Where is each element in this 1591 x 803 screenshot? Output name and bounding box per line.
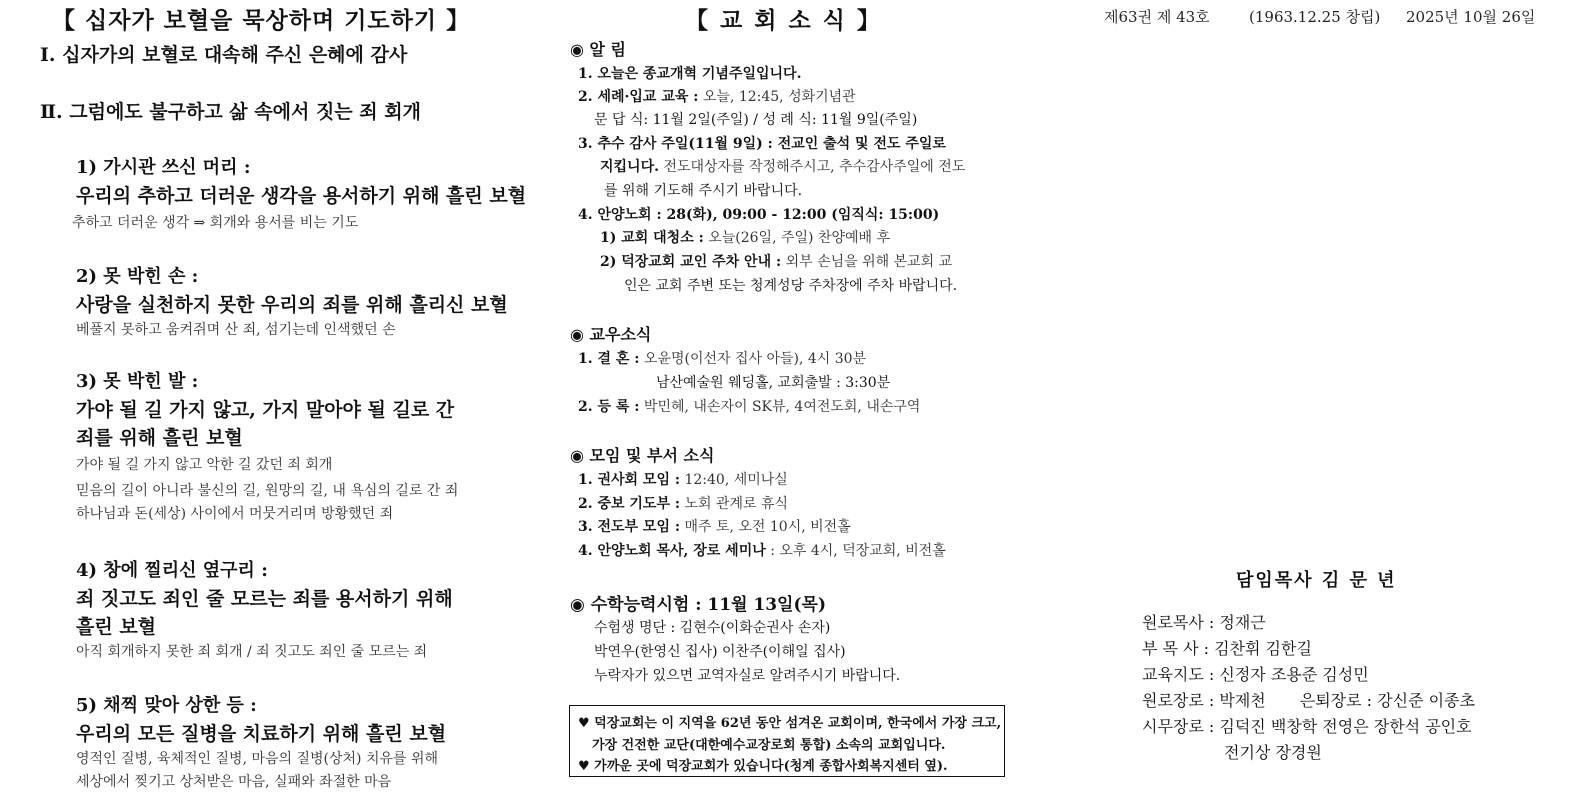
wound-1-note: 추하고 더러운 생각 ⇒ 회개와 용서를 비는 기도	[72, 215, 359, 231]
wound-3-note-2: 믿음의 길이 아니라 불신의 길, 원망의 길, 내 욕심의 길로 간 죄	[76, 483, 459, 499]
exam-line-1: 수험생 명단 : 김현수(이화순권사 손자)	[594, 620, 831, 636]
announce-item-4: 4. 안양노회 : 28(화), 09:00 - 12:00 (임직식: 15:00)	[578, 207, 940, 223]
volume-number: 제63권 제 43호	[1104, 8, 1210, 26]
wound-3-heading: 3) 못 박힌 발 :	[76, 371, 199, 392]
staff-education: 교육지도 : 신정자 조용준 김성민	[1142, 665, 1369, 684]
wound-3-note-3: 하나님과 돈(세상) 사이에서 머뭇거리며 방황했던 죄	[76, 506, 394, 522]
wound-2-note: 베풀지 못하고 움켜쥐며 산 죄, 섬기는데 인색했던 손	[76, 322, 396, 338]
founded-date: (1963.12.25 창립)	[1249, 8, 1381, 26]
wound-1-blood: 우리의 추하고 더러운 생각을 용서하기 위해 흘린 보혈	[76, 185, 527, 207]
wound-5-heading: 5) 채찍 맞아 상한 등 :	[76, 695, 257, 716]
announce-item-3: 3. 추수 감사 주일(11월 9일) : 전교인 출석 및 전도 주일로	[578, 136, 946, 152]
wound-4-note: 아직 회개하지 못한 죄 회개 / 죄 짓고도 죄인 줄 모르는 죄	[76, 644, 428, 660]
church-news-column	[560, 0, 1030, 803]
wound-2-blood: 사랑을 실천하지 못한 우리의 죄를 위해 흘리신 보혈	[76, 294, 508, 316]
announce-item-2: 2. 세례·입교 교육 : 오늘, 12:45, 성화기념관	[578, 89, 856, 105]
wound-5-note-1: 영적인 질병, 육체적인 질병, 마음의 질병(상처) 치유를 위해	[76, 751, 439, 767]
wound-3-blood-line-2: 죄를 위해 흘린 보혈	[76, 427, 243, 449]
issue-date: 2025년 10월 26일	[1406, 8, 1536, 26]
announce-item-4-sub-2: 2) 덕장교회 교인 주차 안내 : 외부 손님을 위해 본교회 교	[600, 254, 953, 270]
staff-retired-elders: 은퇴장로 : 강신준 이종초	[1299, 691, 1475, 710]
exam-line-2: 박연우(한영신 집사) 이찬주(이해일 집사)	[594, 644, 846, 660]
members-header: ◉ 교우소식	[570, 325, 652, 344]
staff-active-elders: 시무장로 : 김덕진 백창학 전영은 장한석 공인호	[1142, 717, 1472, 736]
wound-5-blood: 우리의 모든 질병을 치료하기 위해 흘린 보혈	[76, 723, 447, 745]
groups-item-3: 3. 전도부 모임 : 매주 토, 오전 10시, 비전홀	[578, 519, 851, 535]
groups-item-2: 2. 중보 기도부 : 노회 관계로 휴식	[578, 496, 789, 512]
wound-5-note-2: 세상에서 찢기고 상처받은 마음, 실패와 좌절한 마음	[76, 774, 392, 790]
exam-date: 11월 13일(목)	[707, 595, 826, 615]
notice-line-1: ♥ 덕장교회는 이 지역을 62년 동안 섬겨온 교회이며, 한국에서 가장 크고,	[578, 716, 1002, 731]
exam-line-3: 누락자가 있으면 교역자실로 알려주시기 바랍니다.	[594, 668, 901, 684]
bulletin-info-column	[1030, 0, 1591, 803]
members-wedding-venue: 남산예술원 웨딩홀, 교회출발 : 3:30분	[656, 375, 891, 391]
church-news-title: 【 교 회 소 식 】	[685, 7, 882, 34]
staff-associate-pastors: 부 목 사 : 김찬휘 김한길	[1142, 639, 1312, 658]
senior-pastor: 담임목사 김 문 년	[1236, 570, 1397, 591]
prayer-meditation-column	[0, 0, 560, 803]
church-notice-box	[569, 705, 1005, 777]
prayer-title: 【 십자가 보혈을 묵상하며 기도하기 】	[52, 7, 471, 34]
groups-header: ◉ 모임 및 부서 소식	[570, 446, 715, 465]
wound-3-blood-line-1: 가야 될 길 가지 않고, 가지 말아야 될 길로 간	[76, 399, 455, 421]
wound-4-blood-line-1: 죄 짓고도 죄인 줄 모르는 죄를 용서하기 위해	[76, 588, 453, 610]
staff-active-elders-cont: 전기상 장경원	[1224, 743, 1322, 762]
announce-item-4-sub-1: 1) 교회 대청소 : 오늘(26일, 주일) 찬양예배 후	[600, 230, 891, 246]
point-2: Ⅱ. 그럼에도 불구하고 삶 속에서 짓는 죄 회개	[40, 101, 421, 123]
wound-4-heading: 4) 창에 찔리신 옆구리 :	[76, 560, 268, 581]
notice-line-3: ♥ 가까운 곳에 덕장교회가 있습니다(청계 종합사회복지센터 옆).	[578, 759, 948, 774]
staff-emeritus-pastor: 원로목사 : 정재근	[1142, 613, 1266, 632]
announce-item-3-line-3: 를 위해 기도해 주시기 바랍니다.	[604, 183, 803, 199]
wound-1-heading: 1) 가시관 쓰신 머리 :	[76, 157, 251, 178]
announce-header: ◉ 알 림	[570, 40, 627, 59]
announce-item-1: 1. 오늘은 종교개혁 기념주일입니다.	[578, 66, 802, 82]
wound-4-blood-line-2: 흘린 보혈	[76, 616, 157, 638]
groups-item-4: 4. 안양노회 목사, 장로 세미나 : 오후 4시, 덕장교회, 비전홀	[578, 543, 946, 559]
groups-item-1: 1. 권사회 모임 : 12:40, 세미나실	[578, 472, 788, 488]
members-registration: 2. 등 록 : 박민혜, 내손자이 SK뷰, 4여전도회, 내손구역	[578, 399, 921, 415]
announce-item-2-detail: 문 답 식: 11월 2일(주일) / 성 례 식: 11월 9일(주일)	[594, 112, 918, 128]
members-wedding: 1. 결 혼 : 오윤명(이선자 집사 아들), 4시 30분	[578, 351, 867, 367]
point-1: Ⅰ. 십자가의 보혈로 대속해 주신 은혜에 감사	[40, 44, 408, 66]
staff-elders-emeritus: 원로장로 : 박제천 은퇴장로 : 강신준 이종초	[1142, 691, 1475, 710]
announce-item-3-line-2: 지킵니다. 전도대상자를 작정해주시고, 추수감사주일에 전도	[600, 159, 966, 175]
announce-item-4-sub-2-cont: 인은 교회 주변 또는 청계성당 주차장에 주차 바랍니다.	[624, 278, 958, 294]
notice-line-2: 가장 건전한 교단(대한예수교장로회 통합) 소속의 교회입니다.	[592, 738, 946, 753]
wound-3-note-1: 가야 될 길 가지 않고 악한 길 갔던 죄 회개	[76, 457, 333, 473]
wound-2-heading: 2) 못 박힌 손 :	[76, 266, 199, 287]
exam-header: ◉ 수학능력시험 : 11월 13일(목)	[570, 595, 826, 615]
